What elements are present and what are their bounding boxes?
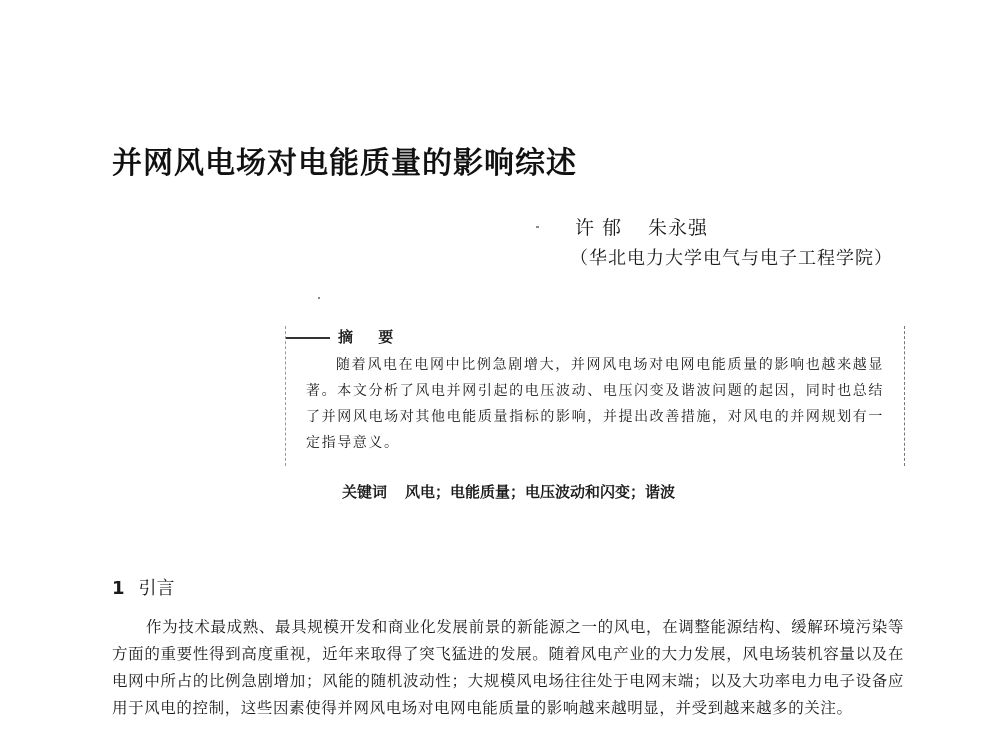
author-2: 朱永强: [648, 217, 709, 239]
keywords: [342, 481, 675, 502]
section-title: 引言: [138, 578, 175, 599]
abstract-heading: 摘 要: [338, 328, 404, 346]
abstract-box: [285, 326, 905, 466]
keywords-text: 风电；电能质量；电压波动和闪变；谐波: [405, 483, 676, 501]
author-1: 许 郁: [575, 217, 623, 239]
scan-speck: [536, 226, 539, 228]
abstract-text: 随着风电在电网中比例急剧增大，并网风电场对电网电能质量的影响也越来越显著。本文分析了风电并网引起的电压波动、电压闪变及谐波问题的起因，同时也总结了并网风电场对其他电能质量指标的影响，并提出改善措施，对风电的并网规划有一定指导意义。: [306, 357, 884, 451]
abstract-rule: [286, 337, 330, 339]
section-number: 1: [112, 578, 125, 599]
authors: [575, 213, 708, 240]
intro-paragraph: 作为技术最成熟、最具规模开发和商业化发展前景的新能源之一的风电，在调整能源结构、缓解环境污染等方面的重要性得到高度重视，近年来取得了突飞猛进的发展。随着风电产业的大力发展，风电场装机容量以及在电网中所占的比例急剧增加；风能的随机波动性；大规模风电场往往处于电网末端；以及大功率电力电子设备应用于风电的控制，这些因素使得并网风电场对电网电能质量的影响越来越明显，并受到越来越多的关注。: [112, 618, 904, 717]
paper-title: 并网风电场对电能质量的影响综述: [112, 146, 577, 181]
keywords-label: 关键词: [342, 483, 388, 501]
affiliation: （华北电力大学电气与电子工程学院）: [570, 248, 893, 269]
scan-speck: [318, 297, 320, 299]
section-heading: [112, 574, 175, 600]
